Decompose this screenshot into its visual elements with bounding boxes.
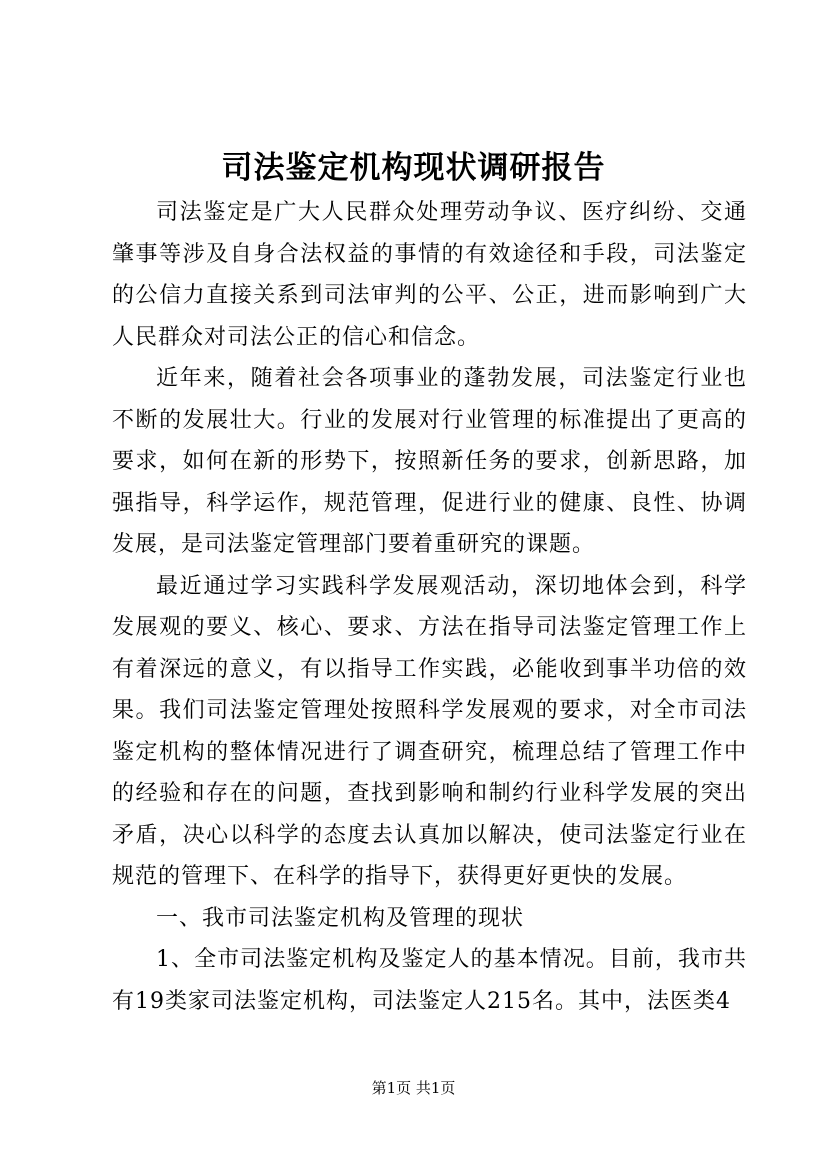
paragraph-development: 近年来，随着社会各项事业的蓬勃发展，司法鉴定行业也不断的发展壮大。行业的发展对行业管理的标准提出了更高的要求，如何在新的形势下，按照新任务的要求，创新思路，加强指导，科学运作，规范管理，促进行业的健康、良性、协调发展，是司法鉴定管理部门要着重研究的课题。: [112, 366, 747, 557]
paragraph-intro: 司法鉴定是广大人民群众处理劳动争议、医疗纠纷、交通肇事等涉及自身合法权益的事情的有效途径和手段，司法鉴定的公信力直接关系到司法审判的公平、公正，进而影响到广大人民群众对司法公正的信心和信念。: [112, 200, 747, 350]
paragraph-study: 最近通过学习实践科学发展观活动，深切地体会到，科学发展观的要义、核心、要求、方法在指导司法鉴定管理工作上有着深远的意义，有以指导工作实践，必能收到事半功倍的效果。我们司法鉴定管理处按照科学发展观的要求，对全市司法鉴定机构的整体情况进行了调查研究，梳理总结了管理工作中的经验和存在的问题，查找到影响和制约行业科学发展的突出矛盾，决心以科学的态度去认真加以解决，使司法鉴定行业在规范的管理下、在科学的指导下，获得更好更快的发展。: [112, 573, 747, 889]
section-heading-status: 一、我市司法鉴定机构及管理的现状: [156, 905, 525, 931]
document-title: 司法鉴定机构现状调研报告: [221, 150, 606, 186]
paragraph-basic-info: 1、全市司法鉴定机构及鉴定人的基本情况。目前，我市共有19类家司法鉴定机构，司法鉴定人215名。其中，法医类4: [112, 947, 747, 1014]
document-body: [112, 192, 747, 1022]
page-footer: 第1页 共1页: [371, 1079, 456, 1097]
